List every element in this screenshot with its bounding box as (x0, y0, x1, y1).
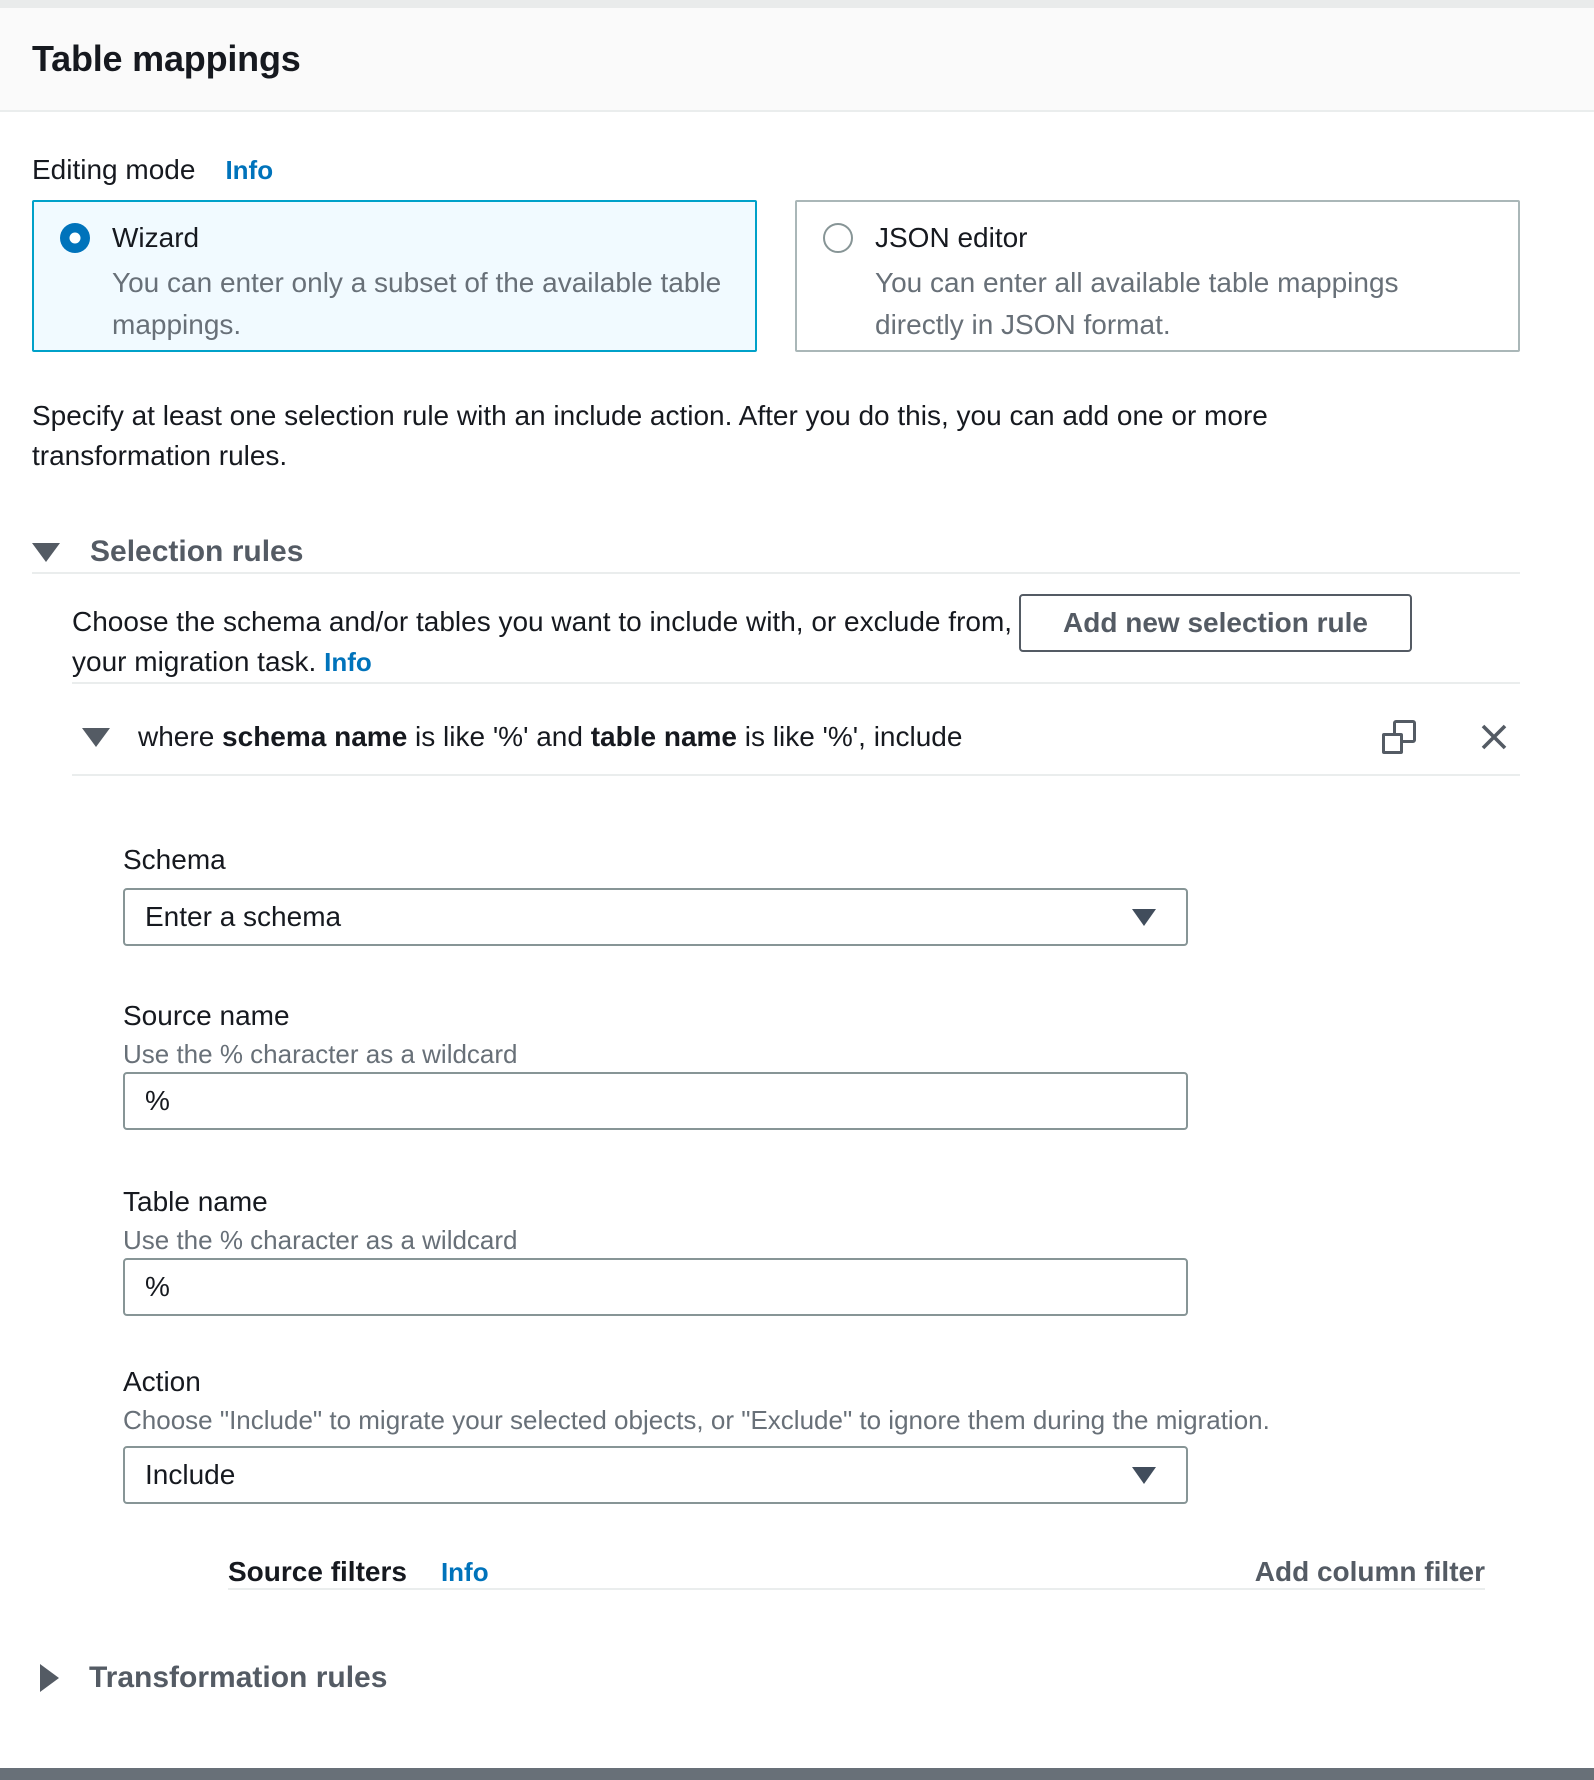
action-label: Action (123, 1366, 201, 1397)
selection-rules-description (72, 594, 1019, 682)
add-column-filter-button[interactable]: Add column filter (1254, 1556, 1485, 1587)
source-filters-row (228, 1556, 1485, 1588)
source-name-helper: Use the % character as a wildcard (123, 1039, 518, 1069)
selection-rules-info-link[interactable]: Info (324, 647, 372, 677)
chevron-down-icon (32, 543, 60, 562)
rule-actions (1382, 720, 1520, 754)
selection-rules-description-text: Choose the schema and/or tables you want to include with, or exclude from, your migration task. (72, 606, 1013, 677)
source-filters-label: Source filters (228, 1556, 407, 1587)
wizard-radio-button[interactable] (60, 223, 90, 253)
bottom-bar (0, 1768, 1594, 1780)
duplicate-rule-icon[interactable] (1382, 720, 1416, 754)
editing-mode-label: Editing mode (32, 154, 196, 185)
editing-mode-options (32, 200, 1520, 352)
selection-rule (72, 682, 1520, 1590)
add-selection-rule-button[interactable]: Add new selection rule (1019, 594, 1412, 652)
action-select-value: Include (145, 1459, 236, 1490)
intro-text: Specify at least one selection rule with an include action. After you do this, you can add one or more transformation rules. (32, 400, 1268, 471)
selection-rules-heading: Selection rules (90, 535, 304, 568)
source-name-field-group (123, 996, 1520, 1130)
json-editor-radio-label: JSON editor (875, 222, 1028, 253)
editing-mode-info-link[interactable]: Info (225, 155, 274, 185)
schema-label: Schema (123, 844, 226, 875)
chevron-right-icon (40, 1664, 59, 1692)
json-editor-radio-row (823, 222, 1492, 254)
schema-field-group (123, 840, 1520, 946)
editing-mode-option-wizard[interactable] (32, 200, 757, 352)
json-editor-description: You can enter all available table mappings directly in JSON format. (875, 267, 1399, 340)
selection-rules-toggle[interactable] (32, 532, 1520, 572)
schema-select-value: Enter a schema (145, 901, 342, 932)
rule-header (72, 684, 1520, 776)
section-divider (32, 572, 1520, 574)
top-strip (0, 0, 1594, 8)
source-name-label: Source name (123, 1000, 290, 1031)
table-name-helper: Use the % character as a wildcard (123, 1225, 518, 1255)
action-helper: Choose "Include" to migrate your selected objects, or "Exclude" to ignore them during the migration. (123, 1405, 1270, 1435)
rule-chevron-down-icon[interactable] (82, 728, 110, 747)
table-name-input[interactable] (123, 1258, 1188, 1316)
schema-select[interactable] (123, 888, 1188, 946)
source-name-input[interactable] (123, 1072, 1188, 1130)
panel-header (0, 8, 1594, 112)
action-select[interactable] (123, 1446, 1188, 1504)
rule-body (123, 776, 1520, 1590)
action-field-group (123, 1362, 1520, 1504)
wizard-radio-row (60, 222, 729, 254)
source-filters-info-link[interactable]: Info (440, 1557, 489, 1587)
editing-mode-row (32, 150, 1520, 190)
page-title: Table mappings (32, 38, 301, 79)
rule-summary: where schema name is like '%' and table name is like '%', include (138, 721, 963, 752)
source-filters-section (228, 1556, 1485, 1590)
table-name-field-group (123, 1182, 1520, 1316)
transformation-rules-heading: Transformation rules (89, 1661, 388, 1694)
chevron-down-icon (1132, 909, 1156, 926)
wizard-description: You can enter only a subset of the available table mappings. (112, 267, 722, 340)
chevron-down-icon (1132, 1467, 1156, 1484)
remove-rule-icon[interactable] (1478, 721, 1510, 753)
editing-mode-option-json-editor[interactable] (795, 200, 1520, 352)
wizard-radio-label: Wizard (112, 222, 200, 253)
selection-rules-intro-row (72, 594, 1520, 682)
json-editor-radio-button[interactable] (823, 223, 853, 253)
source-filters-divider (228, 1588, 1485, 1590)
transformation-rules-toggle[interactable] (40, 1658, 1520, 1698)
panel-body (0, 150, 1594, 1698)
table-name-label: Table name (123, 1186, 268, 1217)
